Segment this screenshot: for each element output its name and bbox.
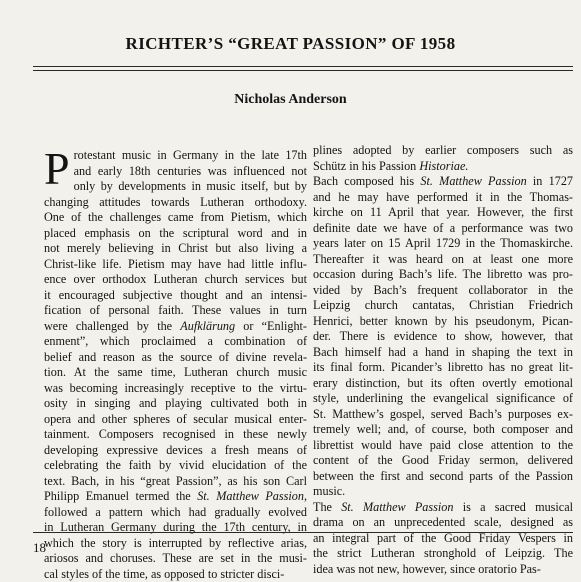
text-line: der. There is evidence to show, however, that xyxy=(313,329,573,345)
text-line: and he may have performed it in the Thomas- xyxy=(313,190,573,206)
text-line: St. Matthew’s gospel, served Bach’s purposes ex- xyxy=(313,407,573,423)
text-line: One of the challenges came from Pietism, which xyxy=(44,210,307,226)
text-line: its final form. Picander’s libretto has no great lit- xyxy=(313,360,573,376)
right-column xyxy=(313,143,573,577)
article-title: RICHTER’S “GREAT PASSION” OF 1958 xyxy=(0,34,581,54)
text-line: music. xyxy=(313,484,573,500)
text-line: librettist would have paid close attention to the xyxy=(313,438,573,454)
text-line: between the first and second parts of the Passion xyxy=(313,469,573,485)
text-line: Bach composed his St. Matthew Passion in 1727 xyxy=(313,174,573,190)
text-line: was becoming increasingly receptive to the virtu- xyxy=(44,381,307,397)
text-line: tremely well; and, of course, both composer and xyxy=(313,422,573,438)
text-line: tion. At the same time, Lutheran church music xyxy=(44,365,307,381)
text-line: the strict Lutheran stronghold of Leipzig. The xyxy=(313,546,573,562)
text-line: osity in singing and playing cultivated both in xyxy=(44,396,307,412)
text-line: style, underlining the evangelical significance of xyxy=(313,391,573,407)
text-line: Schütz in his Passion Historiae. xyxy=(313,159,573,175)
title-rule-upper xyxy=(33,66,573,67)
text-line: followed a pattern which had gradually evolved xyxy=(44,505,307,521)
text-line: text. Bach, in his “great Passion”, as his son Carl xyxy=(44,474,307,490)
text-line: opera and other spheres of secular musical enter- xyxy=(44,412,307,428)
text-line: changing attitudes towards Lutheran orthodoxy. xyxy=(44,195,307,211)
title-rule-lower xyxy=(33,70,573,71)
left-column xyxy=(44,148,307,582)
text-line: Thereafter it was heard on at least one more xyxy=(313,252,573,268)
text-line: Bach himself had a hand in shaping the text in xyxy=(313,345,573,361)
text-line: only by developments in music itself, but by xyxy=(44,179,307,195)
left-column-text xyxy=(44,148,307,582)
text-line: were challenged by the Aufklärung or “Enlight- xyxy=(44,319,307,335)
text-line: an integral part of the Good Friday Vespers in xyxy=(313,531,573,547)
text-line: Christ-like life. Pietism may have had little influ- xyxy=(44,257,307,273)
text-line: and early 18th centuries was influenced not xyxy=(44,164,307,180)
text-line: Philipp Emanuel termed the St. Matthew Passion, xyxy=(44,489,307,505)
text-line: rotestant music in Germany in the late 17th xyxy=(44,148,307,164)
text-line: developing expressive devices a fresh means of xyxy=(44,443,307,459)
text-line: plines adopted by earlier composers such as xyxy=(313,143,573,159)
text-line: in Lutheran Germany during the 17th century, in xyxy=(44,520,307,536)
text-line: definite date we have of a performance was two xyxy=(313,221,573,237)
text-line: ariosos and choruses. These are set in the musi- xyxy=(44,551,307,567)
text-line: cal styles of the time, as opposed to stricter disci- xyxy=(44,567,307,582)
text-line: celebrating the faith by vivid elucidation of the xyxy=(44,458,307,474)
drop-cap: P xyxy=(44,150,70,188)
text-line: enment”, which proclaimed a combination of xyxy=(44,334,307,350)
footer-rule xyxy=(33,532,573,533)
text-line: occasion during Bach’s life. The libretto was pro- xyxy=(313,267,573,283)
text-line: placed emphasis on the scriptural word and in xyxy=(44,226,307,242)
page-number: 18 xyxy=(33,540,46,556)
text-line: The St. Matthew Passion is a sacred musical xyxy=(313,500,573,516)
text-line: it encouraged subjective thought and an intensi- xyxy=(44,288,307,304)
text-line: drama on an unprecedented scale, designed as xyxy=(313,515,573,531)
text-line: not merely believing in Christ but also living a xyxy=(44,241,307,257)
text-line: tainment. Composers recognised in these newly xyxy=(44,427,307,443)
text-line: years later on 15 April 1729 in the Thomaskirche. xyxy=(313,236,573,252)
text-line: content of the Good Friday sermon, delivered xyxy=(313,453,573,469)
text-line: vided by Bach’s frequent collaborator in the xyxy=(313,283,573,299)
text-line: ence over orthodox Lutheran church services but xyxy=(44,272,307,288)
text-line: idea was not new, however, since oratorio Pas- xyxy=(313,562,573,578)
text-line: fication of personal faith. These values in turn xyxy=(44,303,307,319)
text-line: belief and reason as the source of divine revela- xyxy=(44,350,307,366)
text-line: kirche on 11 April that year. However, the first xyxy=(313,205,573,221)
text-line: erary distinction, but its often overtly emotional xyxy=(313,376,573,392)
right-column-text xyxy=(313,143,573,577)
text-line: which the story is interrupted by reflective arias, xyxy=(44,536,307,552)
text-line: Henrici, better known by his pseudonym, Pican- xyxy=(313,314,573,330)
author-byline: Nicholas Anderson xyxy=(0,92,581,108)
text-line: Leipzig church cantatas, Christian Friedrich xyxy=(313,298,573,314)
